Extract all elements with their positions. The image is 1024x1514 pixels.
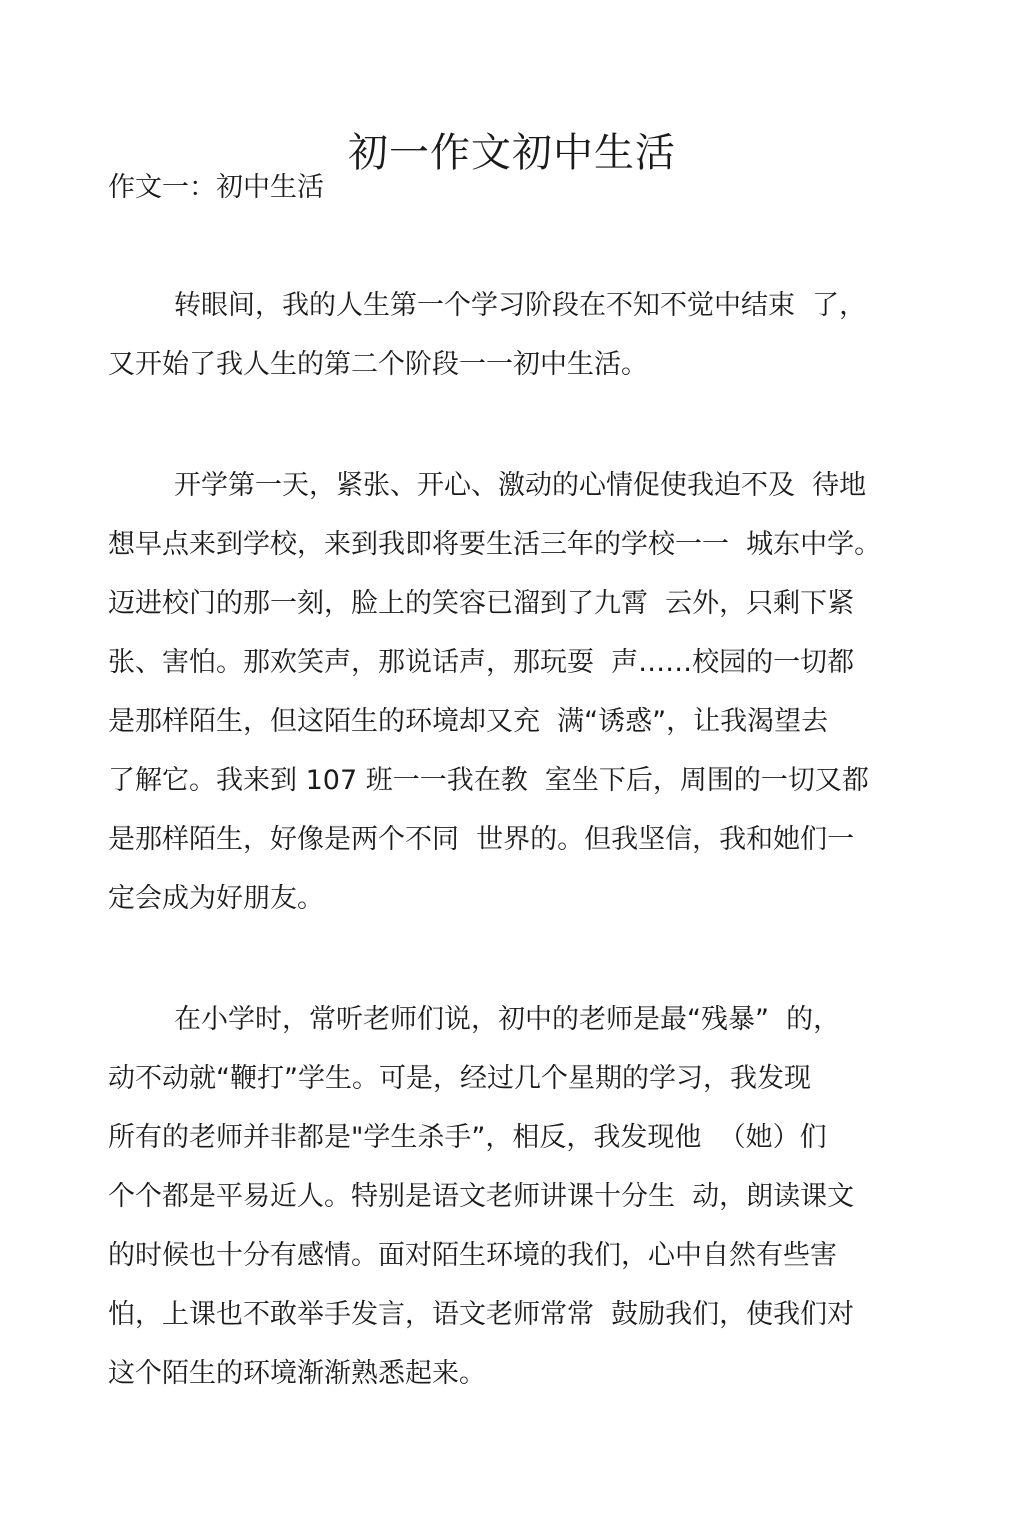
paragraph-line: 个个都是平易近人。特别是语文老师讲课十分生 动，朗读课文: [108, 1181, 855, 1212]
paragraph-line: 迈进校门的那一刻，脸上的笑容已溜到了九霄 云外，只剩下紧: [108, 588, 855, 619]
paragraph-line: 转眼间，我的人生第一个学习阶段在不知不觉中结束 了，: [174, 290, 867, 321]
paragraph-line: 开学第一天，紧张、开心、激动的心情促使我迫不及 待地: [174, 470, 867, 501]
page-title: 初一作文初中生活: [348, 129, 676, 176]
paragraph-line: 了解它。我来到 107 班一一我在教 室坐下后，周围的一切又都: [108, 765, 869, 796]
paragraph-2: [108, 456, 948, 928]
paragraph-line: 怕，上课也不敢举手发言，语文老师常常 鼓励我们，使我们对: [108, 1299, 855, 1330]
paragraph-line: 的时候也十分有感情。面对陌生环境的我们，心中自然有些害: [108, 1240, 837, 1271]
paragraph-1: [108, 276, 948, 394]
paragraph-line: 所有的老师并非都是"学生杀手”，相反，我发现他 （她）们: [108, 1122, 827, 1153]
paragraph-line: 这个陌生的环境渐渐熟悉起来。: [108, 1358, 486, 1389]
paragraph-line: 定会成为好朋友。: [108, 883, 324, 914]
paragraph-line: 想早点来到学校，来到我即将要生活三年的学校一一 城东中学。: [108, 529, 882, 560]
paragraph-line: 动不动就“鞭打”学生。可是，经过几个星期的学习，我发现: [108, 1063, 811, 1094]
paragraph-line: 是那样陌生，好像是两个不同 世界的。但我坚信，我和她们一: [108, 824, 855, 855]
paragraph-3: [108, 990, 948, 1403]
paragraph-line: 又开始了我人生的第二个阶段一一初中生活。: [108, 349, 648, 380]
paragraph-line: 是那样陌生，但这陌生的环境却又充 满“诱惑”，让我渴望去: [108, 706, 829, 737]
section-heading: 作文一：初中生活: [108, 172, 324, 203]
paragraph-line: 张、害怕。那欢笑声，那说话声，那玩耍 声……校园的一切都: [108, 647, 855, 678]
paragraph-line: 在小学时，常听老师们说，初中的老师是最“残暴” 的，: [174, 1004, 841, 1035]
